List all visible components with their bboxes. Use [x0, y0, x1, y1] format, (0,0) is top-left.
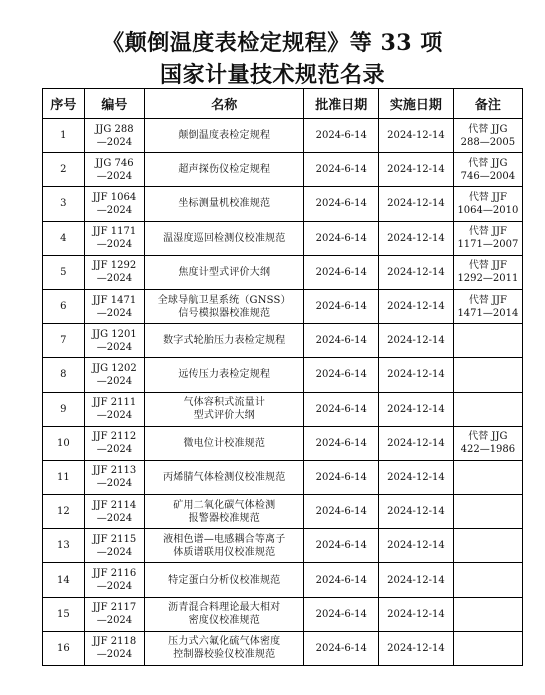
row-number: 7 — [43, 324, 85, 358]
effective-date: 2024-12-14 — [379, 153, 454, 187]
standard-code-line: —2024 — [96, 615, 133, 627]
standard-name-line: 全球导航卫星系统（GNSS） — [157, 294, 291, 306]
row-number: 2 — [43, 153, 85, 187]
standard-code-line: JJG 1202 — [92, 362, 137, 374]
approve-date: 2024-6-14 — [304, 392, 379, 426]
table-header-row — [43, 89, 523, 119]
standard-name-line: 坐标测量机校准规范 — [178, 198, 271, 210]
remark — [453, 324, 522, 358]
effective-date: 2024-12-14 — [379, 119, 454, 153]
row-number: 15 — [43, 597, 85, 631]
standard-code-line: —2024 — [96, 581, 133, 593]
table-row — [43, 187, 523, 221]
approve-date: 2024-6-14 — [304, 187, 379, 221]
table-row — [43, 495, 523, 529]
standard-code-line: —2024 — [96, 512, 133, 524]
approve-date: 2024-6-14 — [304, 495, 379, 529]
effective-date: 2024-12-14 — [379, 324, 454, 358]
effective-date: 2024-12-14 — [379, 631, 454, 665]
effective-date: 2024-12-14 — [379, 529, 454, 563]
remark-line: 代替 JJG — [468, 123, 508, 135]
approve-date: 2024-6-14 — [304, 426, 379, 460]
standard-name — [145, 221, 304, 255]
approve-date: 2024-6-14 — [304, 153, 379, 187]
standard-name — [145, 529, 304, 563]
standard-code-line: —2024 — [96, 239, 133, 251]
standard-name-line: 特定蛋白分析仪校准规范 — [168, 574, 281, 586]
standard-code-line: JJG 288 — [95, 123, 134, 135]
row-number: 6 — [43, 289, 85, 323]
table-body — [43, 119, 523, 666]
standard-name-line: 数字式轮胎压力表检定规程 — [163, 335, 286, 347]
standard-code-line: —2024 — [96, 444, 133, 456]
remark — [453, 631, 522, 665]
approve-date: 2024-6-14 — [304, 631, 379, 665]
row-number: 16 — [43, 631, 85, 665]
remark-line: 代替 JJF — [468, 260, 507, 272]
standard-name — [145, 119, 304, 153]
standard-code-line: JJG 1201 — [92, 328, 137, 340]
standard-code-line: —2024 — [96, 375, 133, 387]
remark-line: 代替 JJF — [468, 226, 507, 238]
standards-table — [42, 88, 523, 666]
standard-code-line: JJF 1064 — [92, 191, 137, 203]
standard-name — [145, 563, 304, 597]
approve-date: 2024-6-14 — [304, 119, 379, 153]
row-number: 11 — [43, 460, 85, 494]
effective-date: 2024-12-14 — [379, 358, 454, 392]
standard-name — [145, 187, 304, 221]
standard-name — [145, 631, 304, 665]
standard-name-line: 温湿度巡回检测仪校准规范 — [163, 232, 286, 244]
standard-code — [84, 563, 144, 597]
effective-date: 2024-12-14 — [379, 255, 454, 289]
standard-code — [84, 392, 144, 426]
table-row — [43, 563, 523, 597]
remark-line: 288—2005 — [460, 136, 516, 148]
standard-code — [84, 358, 144, 392]
standard-name-line: 液相色谱—电感耦合等离子 — [163, 533, 286, 545]
effective-date: 2024-12-14 — [379, 187, 454, 221]
standard-name-line: 沥青混合料理论最大相对 — [168, 602, 281, 614]
remark-line: 1292—2011 — [457, 273, 519, 285]
standard-name-line: 气体容积式流量计 — [183, 397, 266, 409]
approve-date: 2024-6-14 — [304, 324, 379, 358]
remark-line: 代替 JJG — [468, 157, 508, 169]
effective-date: 2024-12-14 — [379, 563, 454, 597]
row-number: 14 — [43, 563, 85, 597]
standard-name-line: 压力式六氟化硫气体密度 — [168, 636, 281, 648]
remark — [453, 119, 522, 153]
standard-code — [84, 597, 144, 631]
standard-code — [84, 153, 144, 187]
table-row — [43, 460, 523, 494]
effective-date: 2024-12-14 — [379, 426, 454, 460]
approve-date: 2024-6-14 — [304, 460, 379, 494]
standard-code-line: JJF 1471 — [92, 294, 137, 306]
remark-line: 1471—2014 — [457, 307, 519, 319]
table-row — [43, 221, 523, 255]
header-code: 编号 — [84, 89, 144, 119]
effective-date: 2024-12-14 — [379, 460, 454, 494]
standard-code — [84, 289, 144, 323]
standard-code-line: —2024 — [96, 649, 133, 661]
remark — [453, 255, 522, 289]
remark — [453, 563, 522, 597]
standard-code-line: JJF 1292 — [92, 260, 137, 272]
effective-date: 2024-12-14 — [379, 392, 454, 426]
standard-code-line: JJF 2118 — [92, 636, 137, 648]
standard-code-line: —2024 — [96, 341, 133, 353]
effective-date: 2024-12-14 — [379, 597, 454, 631]
remark — [453, 529, 522, 563]
remark — [453, 153, 522, 187]
row-number: 13 — [43, 529, 85, 563]
table-row — [43, 119, 523, 153]
row-number: 10 — [43, 426, 85, 460]
header-effective-date: 实施日期 — [379, 89, 454, 119]
standard-name — [145, 495, 304, 529]
standard-name-line: 微电位计校准规范 — [183, 437, 266, 449]
header-name: 名称 — [145, 89, 304, 119]
remark — [453, 289, 522, 323]
approve-date: 2024-6-14 — [304, 255, 379, 289]
document-title-line2: 国家计量技术规范名录 — [159, 62, 385, 88]
document-title-line1: 《颠倒温度表检定规程》等 33 项 — [102, 30, 443, 56]
header-note: 备注 — [453, 89, 522, 119]
row-number: 12 — [43, 495, 85, 529]
standard-name-line: 体质谱联用仪校准规范 — [173, 546, 276, 558]
standard-name-line: 信号模拟器校准规范 — [178, 307, 271, 319]
standard-code — [84, 221, 144, 255]
table-row — [43, 358, 523, 392]
standard-code-line: JJF 2111 — [92, 397, 137, 409]
remark-line: 746—2004 — [460, 170, 516, 182]
standard-code-line: —2024 — [96, 170, 133, 182]
row-number: 5 — [43, 255, 85, 289]
remark — [453, 597, 522, 631]
remark-line: 1171—2007 — [457, 239, 519, 251]
remark — [453, 221, 522, 255]
row-number: 3 — [43, 187, 85, 221]
standard-code-line: JJF 2115 — [92, 533, 137, 545]
standard-name — [145, 460, 304, 494]
standard-code — [84, 529, 144, 563]
standard-code-line: JJF 2113 — [92, 465, 137, 477]
remark-line: 代替 JJF — [468, 191, 507, 203]
table-row — [43, 324, 523, 358]
standard-name-line: 丙烯腈气体检测仪校准规范 — [163, 471, 286, 483]
standard-name — [145, 358, 304, 392]
remark — [453, 426, 522, 460]
standard-code — [84, 255, 144, 289]
remark-line: 代替 JJF — [468, 294, 507, 306]
approve-date: 2024-6-14 — [304, 289, 379, 323]
table-row — [43, 255, 523, 289]
remark-line: 1064—2010 — [457, 204, 519, 216]
header-approve-date: 批准日期 — [304, 89, 379, 119]
header-no: 序号 — [43, 89, 85, 119]
standard-name — [145, 392, 304, 426]
standard-name-line: 矿用二氧化碳气体检测 — [173, 499, 276, 511]
standard-code — [84, 324, 144, 358]
remark — [453, 358, 522, 392]
standard-code-line: —2024 — [96, 478, 133, 490]
standard-name-line: 颠倒温度表检定规程 — [178, 130, 271, 142]
table-row — [43, 153, 523, 187]
standard-code-line: JJF 2117 — [92, 602, 137, 614]
standard-name — [145, 426, 304, 460]
table-row — [43, 529, 523, 563]
remark-line: 422—1986 — [460, 444, 516, 456]
standard-code-line: —2024 — [96, 204, 133, 216]
remark — [453, 187, 522, 221]
approve-date: 2024-6-14 — [304, 529, 379, 563]
approve-date: 2024-6-14 — [304, 221, 379, 255]
standard-name — [145, 324, 304, 358]
table-row — [43, 597, 523, 631]
standard-code — [84, 631, 144, 665]
row-number: 1 — [43, 119, 85, 153]
remark — [453, 495, 522, 529]
remark-line: 代替 JJG — [468, 431, 508, 443]
table-row — [43, 631, 523, 665]
remark — [453, 460, 522, 494]
standard-code-line: —2024 — [96, 546, 133, 558]
standard-code-line: —2024 — [96, 136, 133, 148]
approve-date: 2024-6-14 — [304, 358, 379, 392]
standard-name — [145, 289, 304, 323]
row-number: 4 — [43, 221, 85, 255]
standard-name-line: 控制器校验仪校准规范 — [173, 649, 276, 661]
standard-name-line: 密度仪校准规范 — [188, 615, 260, 627]
table-row — [43, 289, 523, 323]
standard-code-line: —2024 — [96, 273, 133, 285]
remark — [453, 392, 522, 426]
standard-name-line: 型式评价大纲 — [193, 410, 255, 422]
standard-name — [145, 153, 304, 187]
approve-date: 2024-6-14 — [304, 597, 379, 631]
standard-code-line: JJF 2114 — [92, 499, 137, 511]
standard-code-line: —2024 — [96, 307, 133, 319]
standard-code-line: JJF 2112 — [92, 431, 137, 443]
standard-name — [145, 597, 304, 631]
standard-code — [84, 426, 144, 460]
standard-code — [84, 460, 144, 494]
standard-code — [84, 187, 144, 221]
standard-code-line: JJF 2116 — [92, 568, 137, 580]
approve-date: 2024-6-14 — [304, 563, 379, 597]
effective-date: 2024-12-14 — [379, 289, 454, 323]
standard-code — [84, 495, 144, 529]
table-row — [43, 426, 523, 460]
standard-name — [145, 255, 304, 289]
standard-code-line: JJG 746 — [95, 157, 134, 169]
row-number: 9 — [43, 392, 85, 426]
standard-name-line: 焦度计型式评价大纲 — [178, 266, 271, 278]
standard-code — [84, 119, 144, 153]
effective-date: 2024-12-14 — [379, 495, 454, 529]
row-number: 8 — [43, 358, 85, 392]
standard-name-line: 报警器校准规范 — [188, 512, 260, 524]
table-row — [43, 392, 523, 426]
standard-name-line: 远传压力表检定规程 — [178, 369, 271, 381]
standard-name-line: 超声探伤仪检定规程 — [178, 164, 271, 176]
standard-code-line: —2024 — [96, 410, 133, 422]
standard-code-line: JJF 1171 — [92, 226, 137, 238]
effective-date: 2024-12-14 — [379, 221, 454, 255]
